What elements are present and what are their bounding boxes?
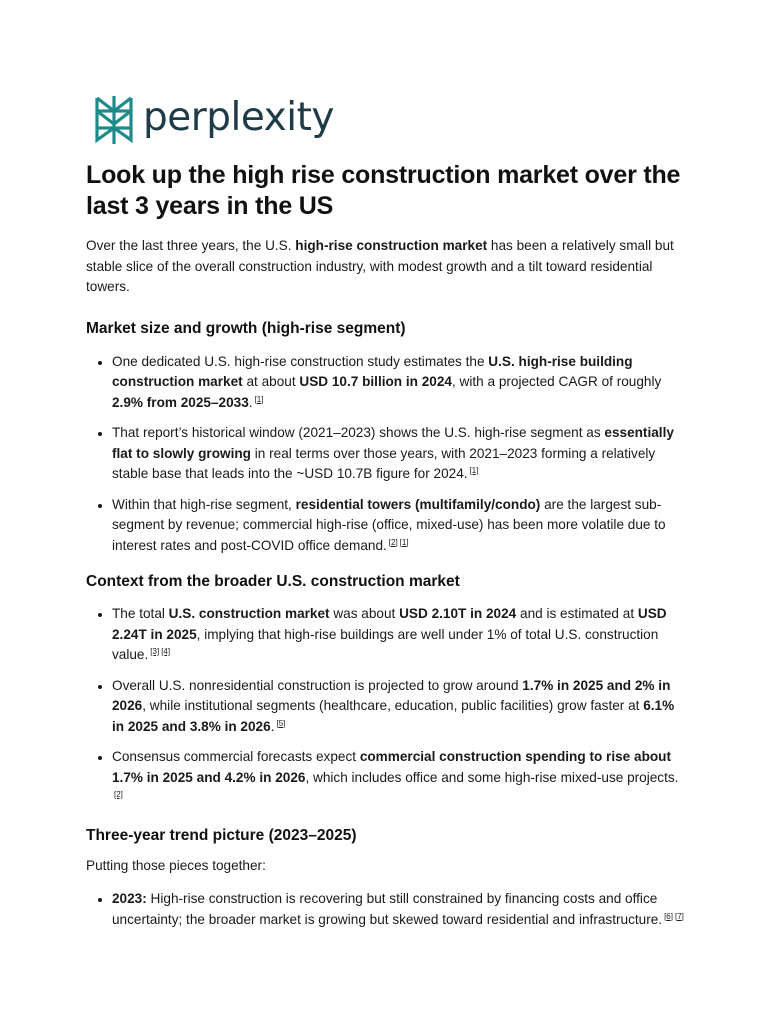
citation-link[interactable]: [1] [399, 537, 409, 547]
section-heading-broader-context: Context from the broader U.S. construction market [86, 573, 460, 590]
item-text: Overall U.S. nonresidential construction is projected to grow around [112, 677, 523, 693]
citation-link[interactable]: [2] [114, 790, 123, 799]
list-item [112, 495, 686, 557]
citation-link[interactable]: [1] [469, 466, 479, 475]
broader-context-list [86, 604, 686, 809]
item-bold: USD 2.24T in 2025 [112, 606, 667, 642]
item-bold: essentially flat to slowly growing [112, 425, 674, 461]
list-item [112, 423, 686, 485]
logo-wordmark: perplexity [143, 94, 334, 140]
item-bold: USD 2.10T in 2024 [399, 606, 517, 621]
citation-link[interactable]: [5] [276, 718, 286, 728]
perplexity-logo-icon [93, 94, 135, 146]
item-text: at about [242, 374, 300, 389]
section-heading-trend: Three-year trend picture (2023–2025) [86, 826, 357, 844]
list-item [112, 747, 686, 809]
item-text: Within that high-rise segment, [112, 496, 296, 512]
citation-link[interactable]: [1] [254, 394, 264, 404]
intro-bold: high-rise construction market [295, 238, 488, 253]
item-bold: 1.7% in 2025 and 2% in 2026 [112, 677, 671, 713]
citation-link[interactable]: [6] [664, 911, 673, 921]
market-size-list [86, 352, 686, 557]
item-bold: USD 10.7 billion in 2024 [299, 374, 452, 389]
intro-text: has been a relatively small but stable slice of the overall construction industry, with modest growth and a tilt toward residential towers. [86, 238, 674, 294]
item-text: High-rise construction is recovering but still constrained by financing costs and office uncertainty; the broader market is growing but skewed toward residential and infrastructure. [112, 891, 663, 927]
item-text: in real terms over those years, with 2021–2023 forming a relatively stable base that leads into the ~USD 10.7B figure for 2024. [112, 445, 656, 481]
trend-list [86, 889, 686, 930]
item-text: are the largest sub-segment by revenue; commercial high-rise (office, mixed-use) has been more volatile due to interest rates and post-COVID office demand. [112, 496, 666, 553]
citation-link[interactable]: [4] [161, 647, 171, 656]
item-text: Consensus commercial forecasts expect [112, 749, 360, 764]
item-text: That report’s historical window (2021–2023) shows the U.S. high-rise segment as [112, 425, 605, 440]
page-title: Look up the high rise construction market over the last 3 years in the US [86, 161, 681, 220]
item-text: , while institutional segments (healthcare, education, public facilities) grow faster at [142, 698, 644, 713]
intro-paragraph [86, 236, 686, 298]
item-text: and is estimated at [516, 606, 638, 621]
item-bold: 6.1% in 2025 and 3.8% in 2026 [112, 698, 675, 734]
section-heading-market-size: Market size and growth (high-rise segment) [86, 319, 406, 337]
intro-text: Over the last three years, the U.S. [86, 238, 296, 253]
list-item [112, 352, 686, 414]
item-bold: U.S. construction market [168, 606, 330, 621]
item-text: was about [329, 606, 400, 621]
citation-link[interactable]: [3] [150, 647, 160, 656]
item-bold: commercial construction spending to rise about 1.7% in 2025 and 4.2% in 2026 [112, 749, 672, 785]
perplexity-logo [93, 94, 334, 146]
item-bold: 2023: [112, 891, 147, 906]
list-item [112, 889, 686, 930]
citation-link[interactable]: [7] [674, 911, 684, 921]
item-text: , implying that high-rise buildings are well under 1% of total U.S. construction value. [112, 626, 659, 662]
item-text: , which includes office and some high-rise mixed-use projects. [305, 769, 679, 785]
item-text: , with a projected CAGR of roughly [451, 374, 662, 389]
item-bold: residential towers (multifamily/condo) [295, 496, 541, 512]
item-bold: U.S. high-rise building construction market [112, 353, 633, 389]
item-text: . [270, 718, 275, 734]
item-text: The total [112, 606, 169, 621]
item-text: One dedicated U.S. high-rise construction study estimates the [112, 353, 489, 369]
list-item [112, 604, 686, 666]
item-bold: 2.9% from 2025–2033 [112, 394, 249, 410]
citation-link[interactable]: [2] [388, 537, 398, 547]
trend-lead: Putting those pieces together: [86, 857, 266, 873]
list-item [112, 676, 686, 738]
answer-content [86, 160, 686, 940]
item-text: . [248, 394, 253, 410]
